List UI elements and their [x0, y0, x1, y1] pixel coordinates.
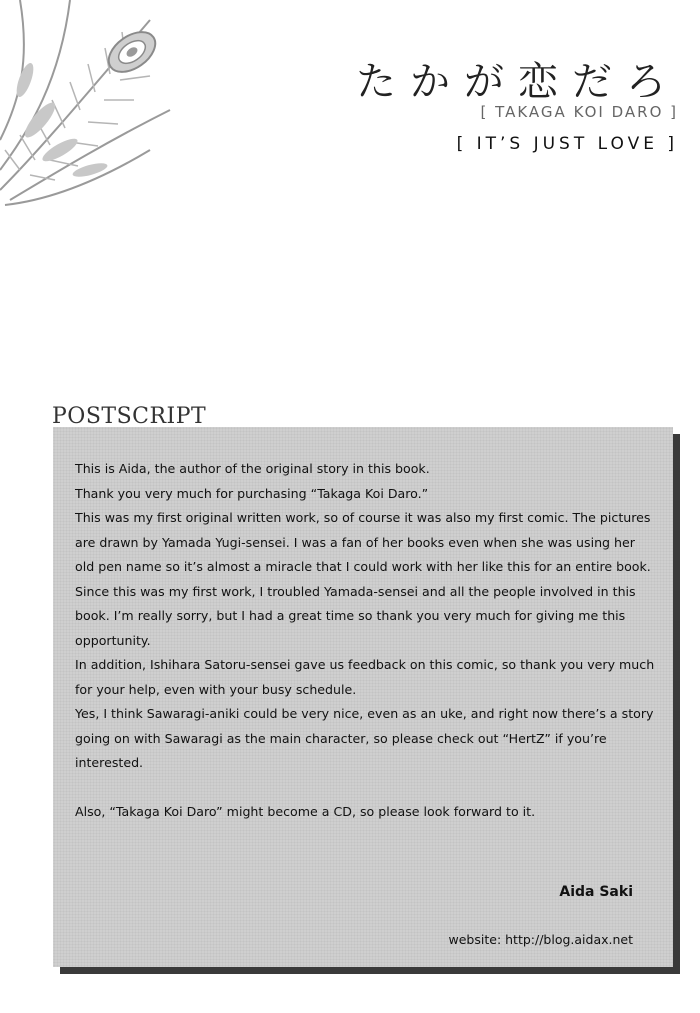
postscript-paragraph: Thank you very much for purchasing “Takaga Koi Daro.” — [75, 485, 429, 501]
postscript-box — [53, 427, 673, 967]
japanese-title: たかが恋だろ — [356, 59, 680, 105]
postscript-paragraph: Also, “Takaga Koi Daro” might become a CD, so please look forward to it. — [75, 804, 536, 819]
romaji-title: [ TAKAGA KOI DARO ] — [480, 103, 678, 121]
author-signature: Aida Saki — [559, 884, 633, 900]
postscript-heading: POSTSCRIPT — [52, 404, 207, 429]
peacock-feather-illustration — [0, 0, 180, 210]
postscript-paragraph: Yes, I think Sawaragi-aniki could be very nice, even as an uke, and right now there’s a story going on with Sawaragi as the main character, so please check out “HertZ” if you’re interested. — [75, 706, 654, 770]
postscript-paragraph: This is Aida, the author of the original story in this book. — [75, 461, 430, 476]
postscript-body — [75, 457, 657, 825]
translated-title: [ IT’S JUST LOVE ] — [456, 134, 678, 154]
author-website: website: http://blog.aidax.net — [448, 932, 633, 947]
postscript-paragraph: In addition, Ishihara Satoru-sensei gave us feedback on this comic, so thank you very much for your help, even with your busy schedule. — [75, 657, 655, 697]
postscript-paragraph: This was my first original written work, so of course it was also my first comic. The pictures are drawn by Yamada Yugi-sensei. I was a fan of her books even when she was using her old pen name so it’s almost a miracle that I could work with her like this for an entire book. Since this was my first work, I troubled Yamada-sensei and all the people involved in this book. I’m really sorry, but I had a great time so thank you very much for giving me this opportunity. — [75, 510, 651, 648]
